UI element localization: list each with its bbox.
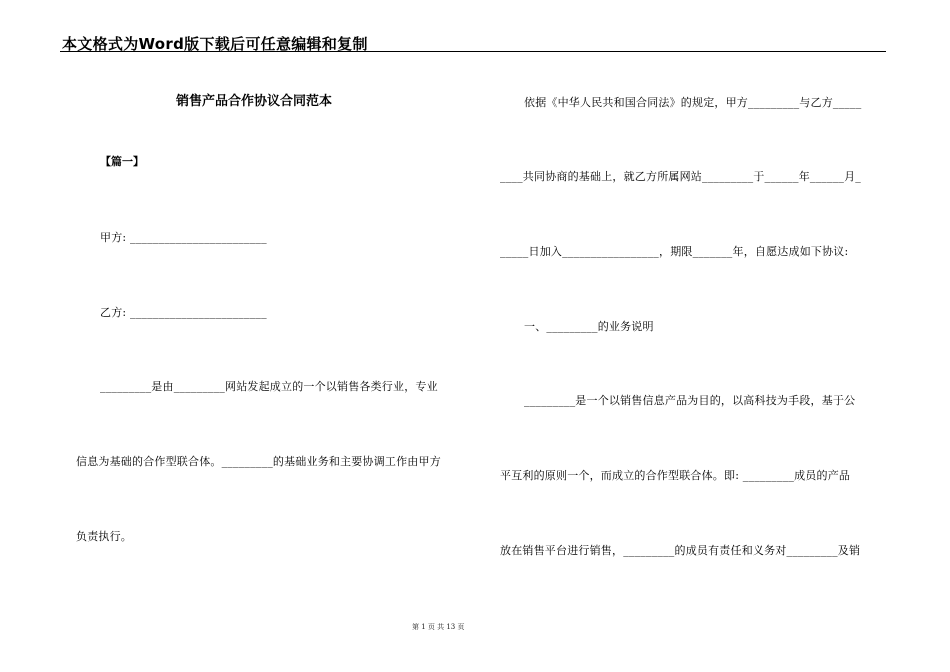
paragraph-line: 放在销售平台进行销售，_________的成员有责任和义务对_________及销 — [500, 544, 861, 557]
paragraph-line: _________是由_________网站发起成立的一个以销售各类行业，专业 — [100, 380, 438, 393]
party-a-line: 甲方: ________________________ — [100, 231, 267, 244]
party-b-line: 乙方: ________________________ — [100, 306, 267, 319]
paragraph-line: 平互利的原则一个，而成立的合作型联合体。即: _________成员的产品 — [500, 469, 851, 482]
paragraph-line: 负责执行。 — [76, 530, 132, 543]
header-banner: 本文格式为Word版下载后可任意编辑和复制 — [62, 35, 368, 53]
clause-heading: 一、_________的业务说明 — [524, 320, 654, 333]
paragraph-line: 依据《中华人民共和国合同法》的规定，甲方_________与乙方_____ — [524, 96, 862, 109]
page-indicator: 第 1 页 共 13 页 — [412, 623, 465, 631]
paragraph-line: _________是一个以销售信息产品为目的，以高科技为手段，基于公 — [524, 394, 856, 407]
paragraph-line: 信息为基础的合作型联合体。_________的基础业务和主要协调工作由甲方 — [76, 455, 441, 468]
document-title: 销售产品合作协议合同范本 — [176, 94, 333, 109]
section-label: 【篇一】 — [100, 155, 144, 168]
paragraph-line: _____日加入_________________，期限_______年，自愿达成如下协议: — [500, 245, 849, 258]
header-divider — [60, 51, 886, 52]
paragraph-line: ____共同协商的基础上，就乙方所属网站_________于______年______月_ — [500, 170, 861, 183]
